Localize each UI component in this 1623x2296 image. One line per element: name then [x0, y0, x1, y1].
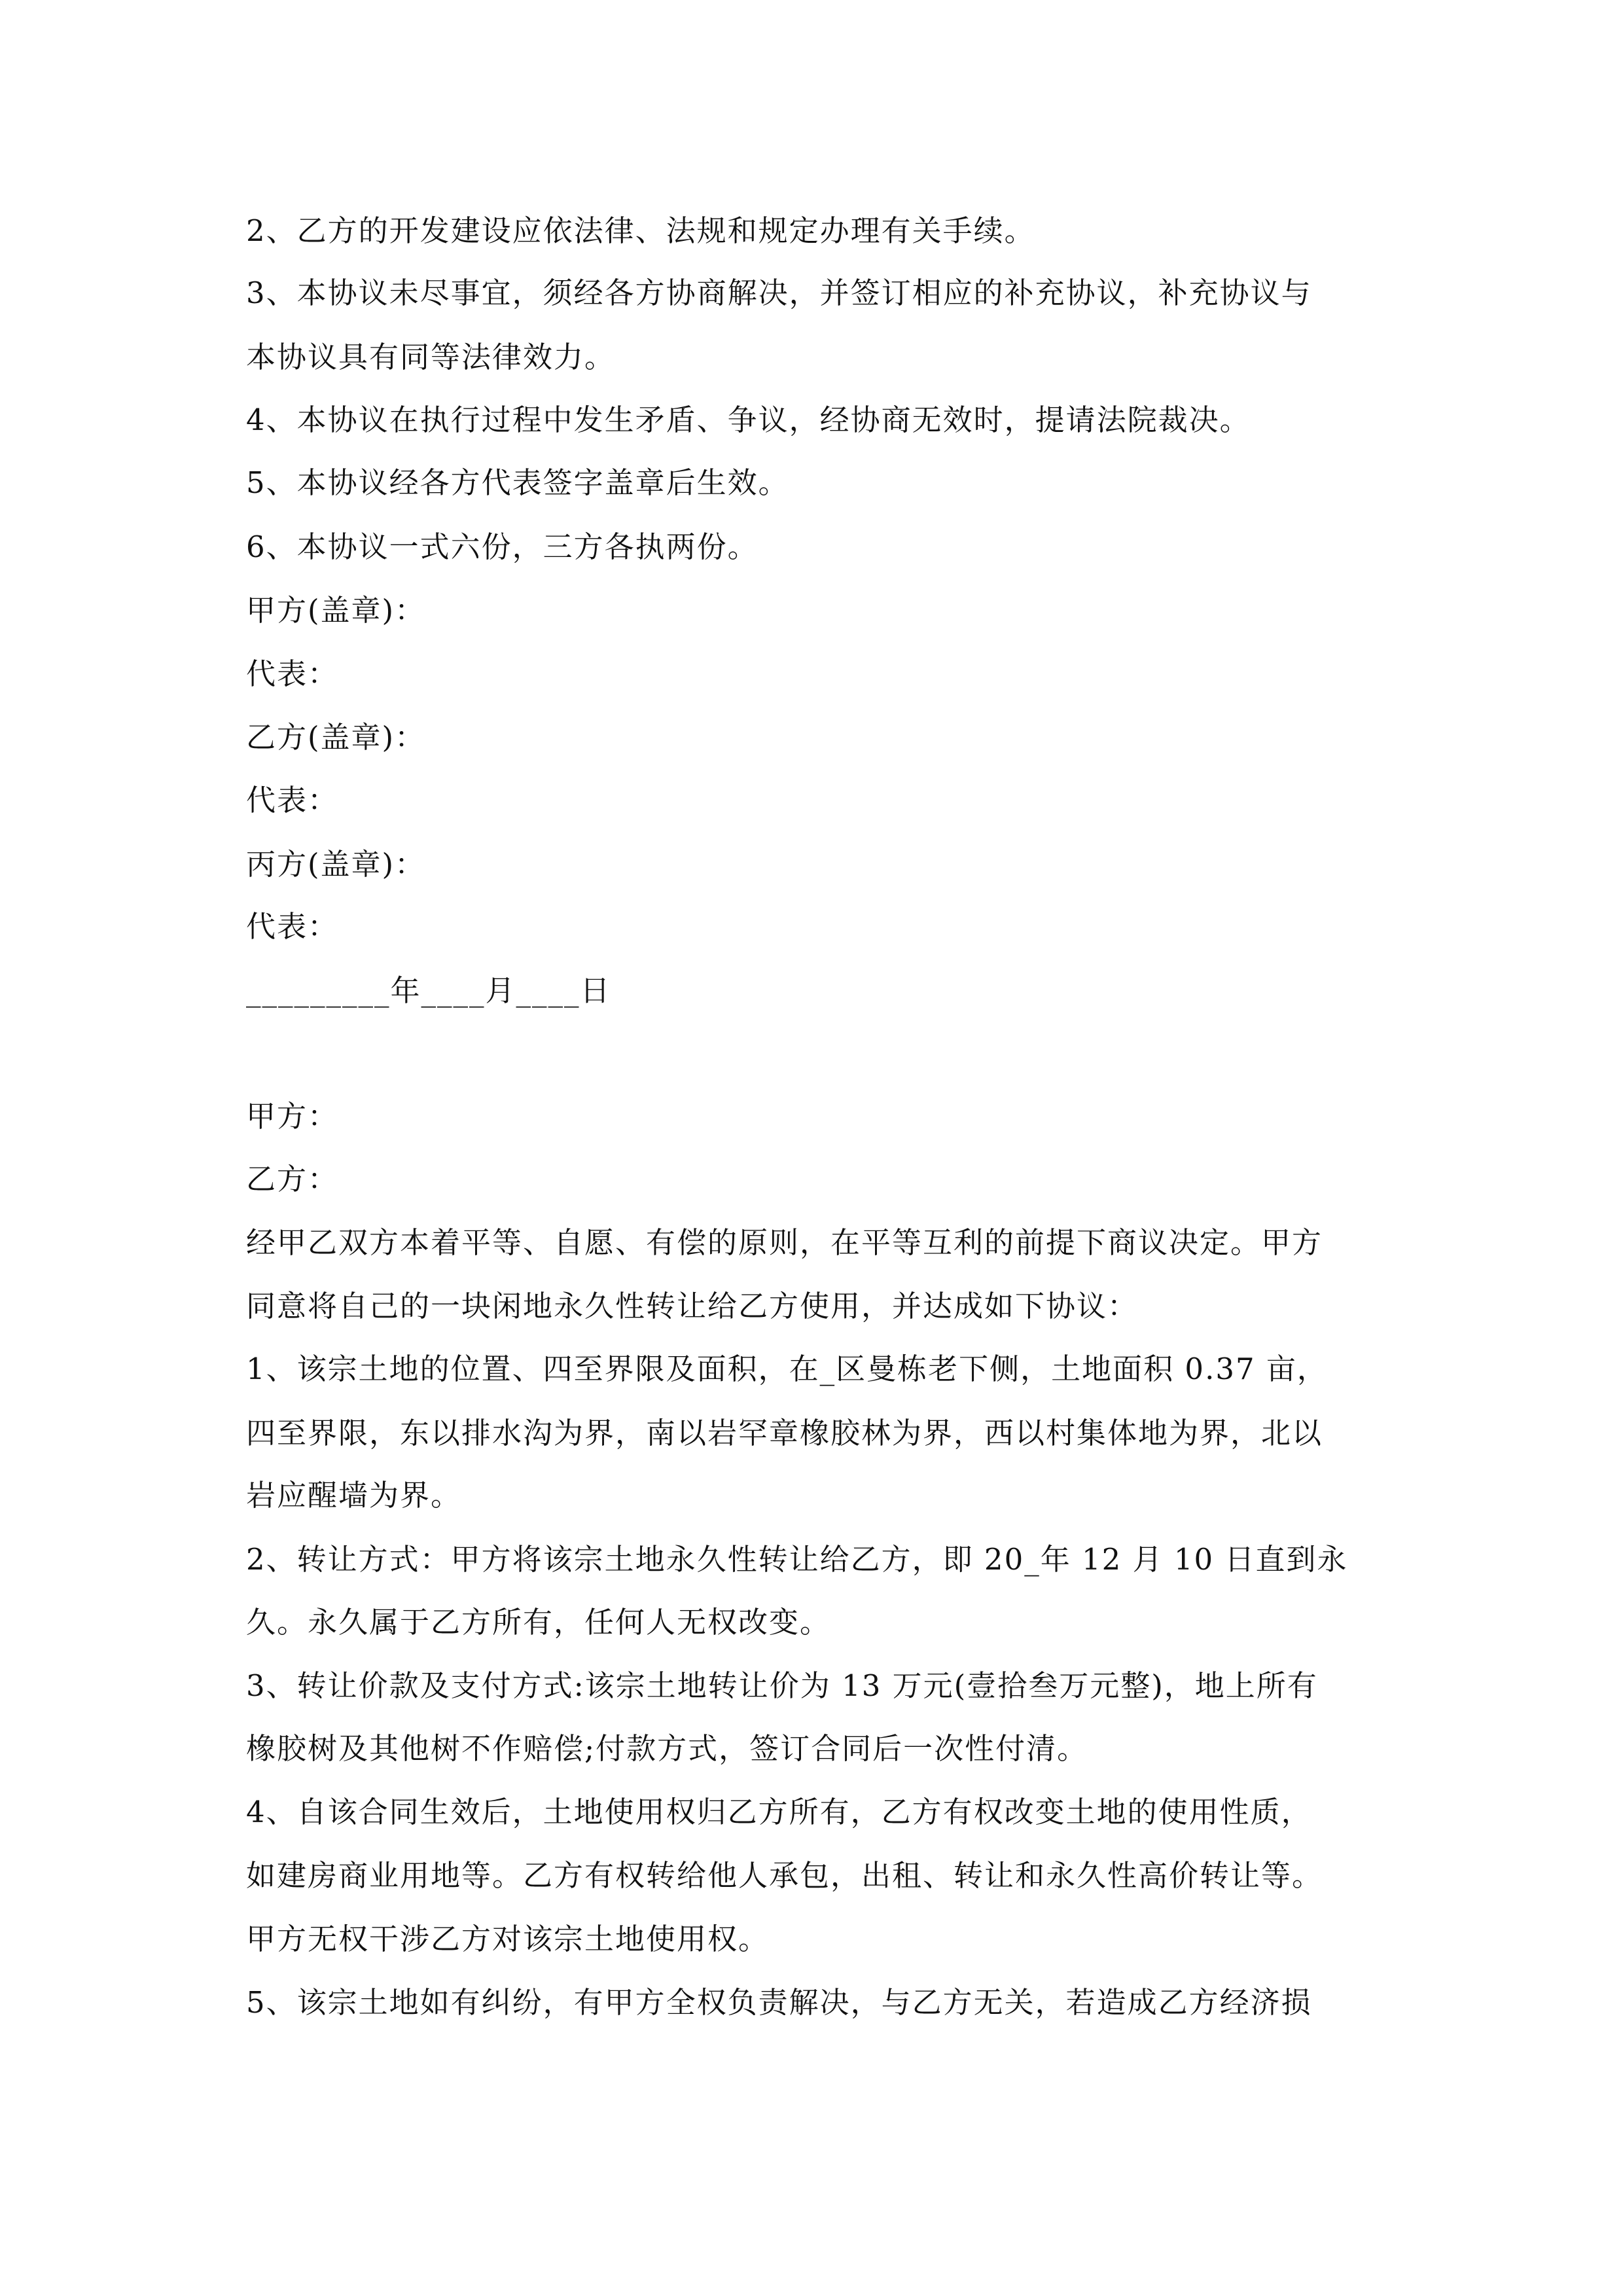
party-b-seal-label: 乙方(盖章)： — [246, 720, 426, 755]
clause-4-continued: 如建房商业用地等。乙方有权转给他人承包，出租、转让和永久性高价转让等。 — [246, 1858, 1323, 1893]
party-c-representative-label: 代表： — [246, 909, 339, 944]
preamble-line-1: 经甲乙双方本着平等、自愿、有偿的原则，在平等互利的前提下商议决定。甲方 — [246, 1225, 1323, 1260]
party-a-seal-label: 甲方(盖章)： — [246, 593, 426, 628]
clause-6-copies: 6、本协议一式六份，三方各执两份。 — [246, 529, 758, 564]
clause-5-effective: 5、本协议经各方代表签字盖章后生效。 — [246, 465, 789, 500]
clause-1-continued: 岩应醒墙为界。 — [246, 1478, 462, 1513]
clause-1-boundaries: 四至界限，东以排水沟为界，南以岩罕章橡胶林为界，西以村集体地为界，北以 — [246, 1416, 1323, 1450]
party-b-label: 乙方： — [246, 1162, 339, 1196]
clause-3-unfinished-matters: 3、本协议未尽事宜，须经各方协商解决，并签订相应的补充协议，补充协议与 — [246, 276, 1312, 310]
party-b-representative-label: 代表： — [246, 783, 339, 817]
party-a-representative-label: 代表： — [246, 656, 339, 691]
clause-3-payment-continued: 橡胶树及其他树不作赔偿;付款方式，签订合同后一次性付清。 — [246, 1731, 1088, 1766]
clause-2-transfer-method: 2、转让方式：甲方将该宗土地永久性转让给乙方，即 20_年 12 月 10 日直到永 — [246, 1542, 1348, 1577]
clause-2-continued: 久。永久属于乙方所有，任何人无权改变。 — [246, 1605, 831, 1640]
clause-2-development: 2、乙方的开发建设应依法律、法规和规定办理有关手续。 — [246, 213, 1035, 248]
clause-5-disputes: 5、该宗土地如有纠纷，有甲方全权负责解决，与乙方无关，若造成乙方经济损 — [246, 1985, 1312, 2020]
party-a-label: 甲方： — [246, 1099, 339, 1134]
clause-4-land-use-rights: 4、自该合同生效后，土地使用权归乙方所有，乙方有权改变土地的使用性质， — [246, 1795, 1312, 1829]
clause-1-location: 1、该宗土地的位置、四至界限及面积，在_区曼栋老下侧，土地面积 0.37 亩， — [246, 1352, 1328, 1386]
signing-date-line: _________年____月____日 — [246, 973, 611, 1008]
clause-4-dispute: 4、本协议在执行过程中发生矛盾、争议，经协商无效时，提请法院裁决。 — [246, 403, 1251, 437]
clause-4-final: 甲方无权干涉乙方对该宗土地使用权。 — [246, 1922, 770, 1956]
clause-3-price-payment: 3、转让价款及支付方式:该宗土地转让价为 13 万元(壹拾叁万元整)，地上所有 — [246, 1668, 1318, 1703]
party-c-seal-label: 丙方(盖章)： — [246, 847, 426, 882]
preamble-line-2: 同意将自己的一块闲地永久性转让给乙方使用，并达成如下协议： — [246, 1289, 1139, 1323]
clause-3-continued: 本协议具有同等法律效力。 — [246, 340, 616, 374]
